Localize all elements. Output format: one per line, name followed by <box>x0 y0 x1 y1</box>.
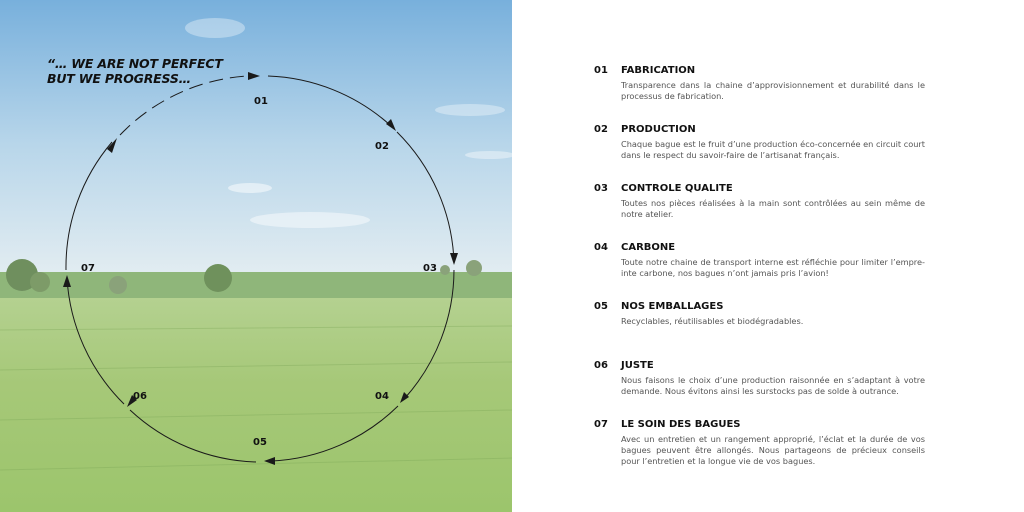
cycle-label-05: 05 <box>253 437 267 448</box>
item-title: CARBONE <box>621 242 676 253</box>
cycle-arc-01-02 <box>268 76 390 125</box>
item-title: LE SOIN DES BAGUES <box>621 419 741 430</box>
item-number: 06 <box>594 360 608 371</box>
item-title: CONTROLE QUALITE <box>621 183 733 194</box>
item-number: 03 <box>594 183 608 194</box>
cycle-label-06: 06 <box>133 391 147 402</box>
item-number: 07 <box>594 419 608 430</box>
commitments-list <box>512 0 1024 512</box>
item-title: PRODUCTION <box>621 124 696 135</box>
cycle-label-07: 07 <box>81 263 95 274</box>
item-description: Avec un entretien et un rangement approprié, l’éclat et la durée de vos bagues peuvent être allongés. Nous partageons de précieux conseils pour l’entretien et la longue vie de vos bagues. <box>621 434 925 466</box>
quote-line-1: “… WE ARE NOT PERFECT <box>47 56 223 71</box>
cycle-arc-03-04 <box>405 270 454 398</box>
arrowhead-04 <box>400 392 409 403</box>
cycle-label-02: 02 <box>375 141 389 152</box>
arrowhead-02 <box>386 119 396 131</box>
item-title: JUSTE <box>621 360 654 371</box>
arrowhead-03 <box>450 253 458 265</box>
item-title: FABRICATION <box>621 65 696 76</box>
item-number: 05 <box>594 301 608 312</box>
item-description: Nous faisons le choix d’une production raisonnée en s’adaptant à votre demande. Nous évitons ainsi les surstocks pas de solde à outrance. <box>621 375 925 396</box>
cycle-label-01: 01 <box>254 96 268 107</box>
cycle-label-03: 03 <box>423 263 437 274</box>
item-title: NOS EMBALLAGES <box>621 301 724 312</box>
arrowhead-05 <box>264 457 275 465</box>
cycle-arc-04-05 <box>272 406 398 461</box>
item-description: Toute notre chaine de transport interne est réfléchie pour limiter l’empreinte carbone, nos bagues n’ont jamais pris l’avion! <box>621 257 925 278</box>
cycle-arc-05-06 <box>130 410 256 462</box>
item-description: Transparence dans la chaine d’approvisionnement et durabilité dans le processus de fabrication. <box>621 80 925 101</box>
item-number: 02 <box>594 124 608 135</box>
cycle-arc-dashed <box>120 76 248 135</box>
cycle-label-04: 04 <box>375 391 389 402</box>
arrowhead-07 <box>63 275 71 287</box>
item-description: Toutes nos pièces réalisées à la main sont contrôlées au sein même de notre atelier. <box>621 198 925 219</box>
arrowhead-01 <box>248 72 260 80</box>
item-number: 04 <box>594 242 608 253</box>
quote-line-2: BUT WE PROGRESS… <box>47 71 191 86</box>
item-description: Recyclables, réutilisables et biodégradables. <box>621 316 804 326</box>
cycle-arc-07-08 <box>66 142 112 270</box>
cycle-arc-02-03 <box>397 132 454 262</box>
item-description: Chaque bague est le fruit d’une production éco-concernée en circuit court dans le respect du savoir-faire de l’artisanat français. <box>621 139 925 160</box>
item-number: 01 <box>594 65 608 76</box>
cycle-arc-06-07 <box>67 278 124 404</box>
